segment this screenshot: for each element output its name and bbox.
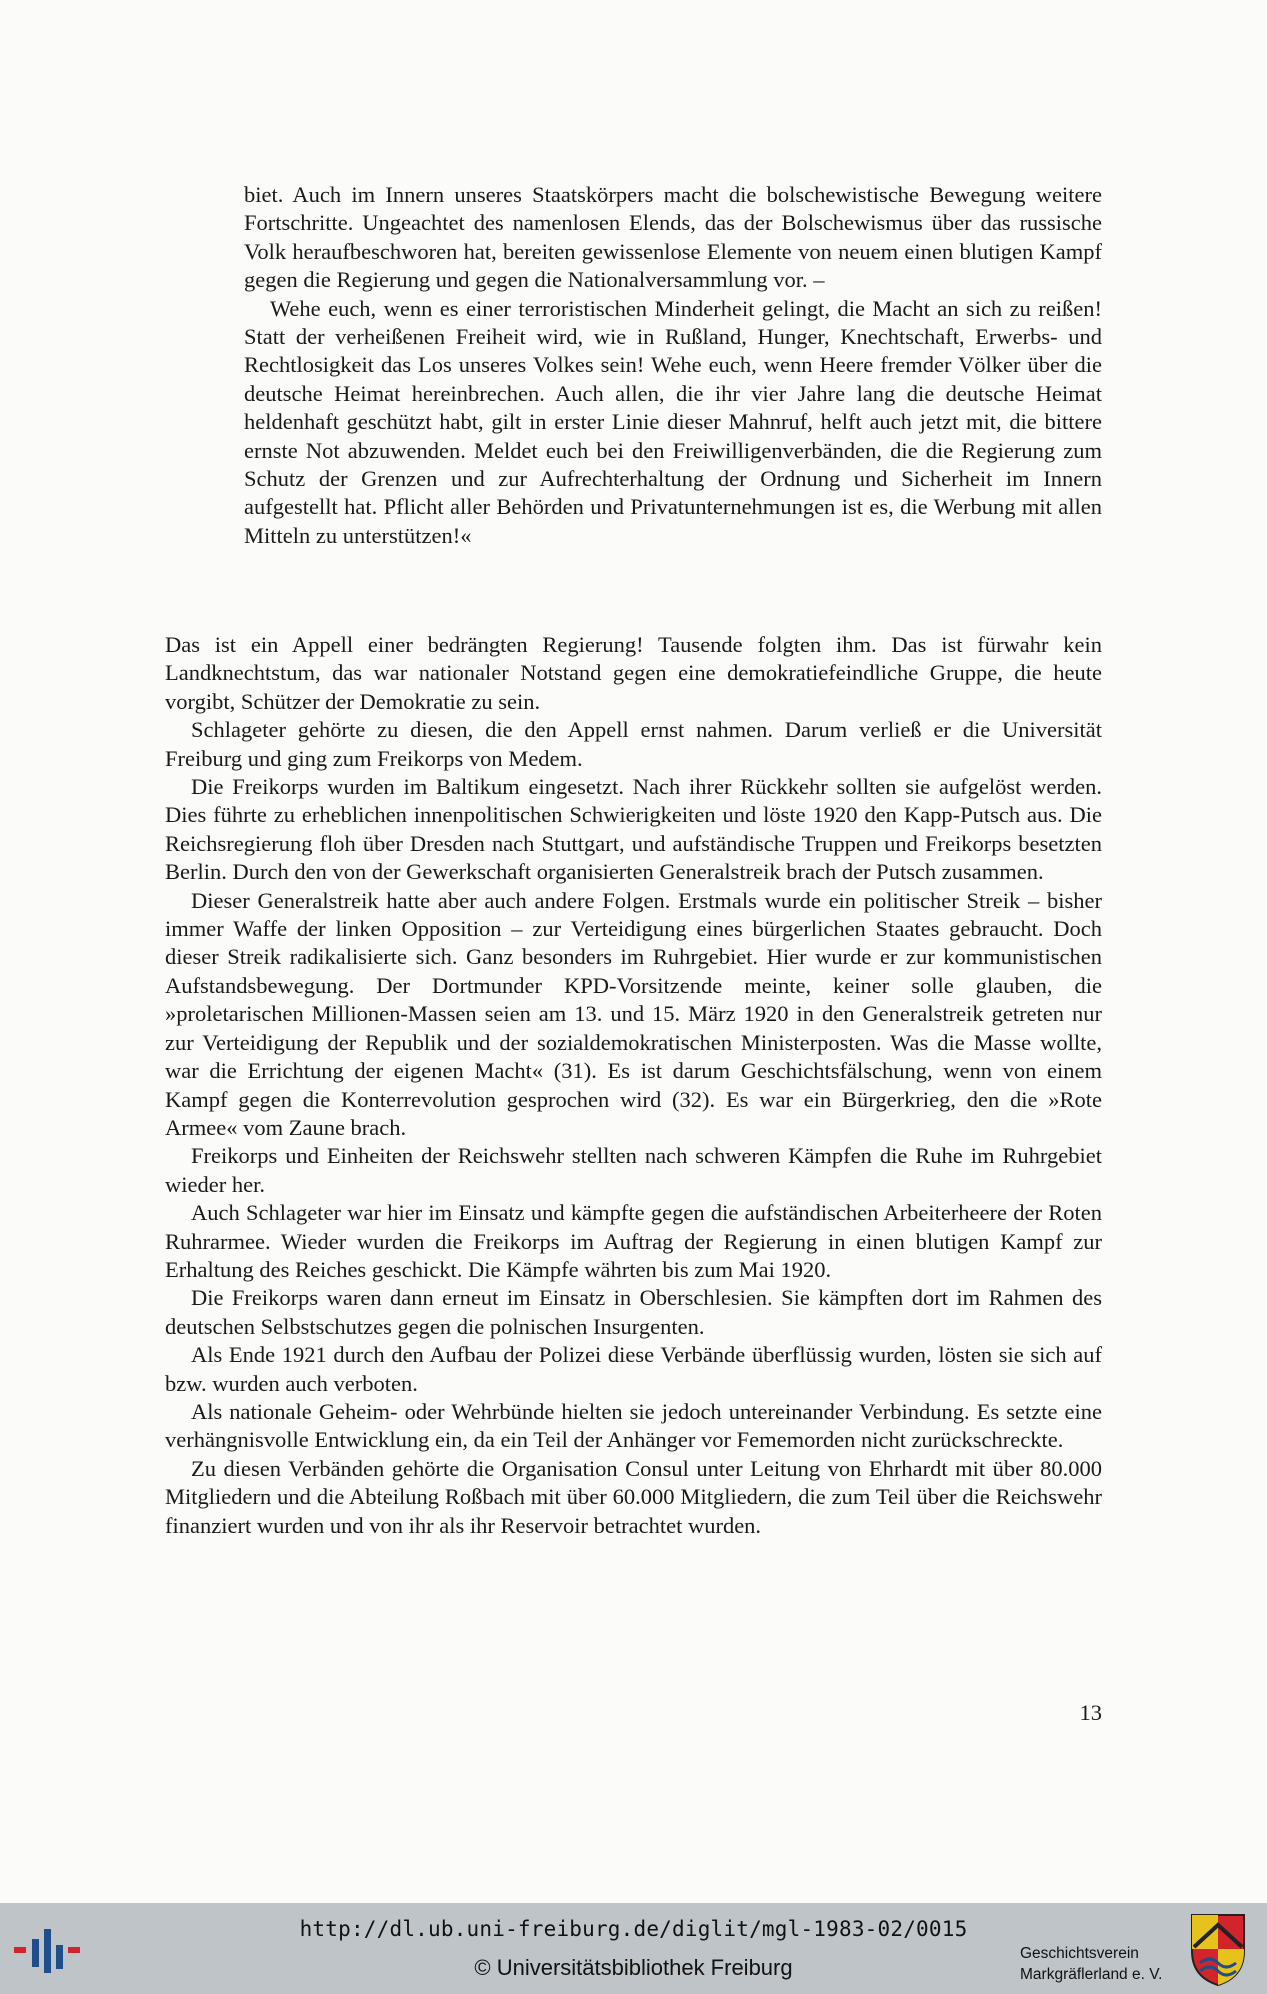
body-paragraph: Als nationale Geheim- oder Wehrbünde hielten sie jedoch untereinander Verbindung. Es setzte eine verhängnisvolle Entwicklung ein, da ein Teil der Anhänger vor Fememorden nicht zurückschreckte.: [165, 1398, 1102, 1453]
body-paragraph: Freikorps und Einheiten der Reichswehr stellten nach schweren Kämpfen die Ruhe im Ruhrgebiet wieder her.: [165, 1143, 1102, 1197]
document-url-link[interactable]: http://dl.ub.uni-freiburg.de/diglit/mgl-1983-02/0015: [299, 1917, 968, 1941]
footer-bar: [0, 1903, 1267, 1994]
coat-of-arms-icon[interactable]: [1188, 1911, 1248, 1987]
body-paragraph: Dieser Generalstreik hatte aber auch andere Folgen. Erstmals wurde ein politischer Streik – bisher immer Waffe der linken Opposition – zur Verteidigung eines bürgerlichen Staates gebraucht. Doch dieser Streik radikalisierte sich. Ganz besonders im Ruhrgebiet. Hier wurde er zur kommunistischen Aufstandsbewegung. Der Dortmunder KPD-Vorsitzende meinte, keiner solle glauben, die »proletarischen Millionen-Massen seien am 13. und 15. März 1920 in den Generalstreik getreten nur zur Verteidigung der Republik und der sozialdemokratischen Ministerposten. Was die Masse wollte, war die Errichtung der eigenen Macht« (31). Es ist darum Geschichtsfälschung, wenn von einem Kampf gegen die Konterrevolution gesprochen wird (32). Es war ein Bürgerkrieg, den die »Rote Armee« vom Zaune brach.: [165, 887, 1102, 1140]
body-paragraph: Die Freikorps wurden im Baltikum eingesetzt. Nach ihrer Rückkehr sollten sie aufgelöst werden. Dies führte zu erheblichen innenpolitischen Schwierigkeiten und löste 1920 den Kapp-Putsch aus. Die Reichsregierung floh über Dresden nach Stuttgart, und aufständische Truppen und Freikorps besetzten Berlin. Durch den von der Gewerkschaft organisierten Generalstreik brach der Putsch zusammen.: [165, 774, 1102, 885]
body-paragraph: Zu diesen Verbänden gehörte die Organisation Consul unter Leitung von Ehrhardt mit über 80.000 Mitgliedern und die Abteilung Roßbach mit über 60.000 Mitgliedern, die zum Teil über die Reichswehr finanziert wurden und von ihr als ihr Reservoir betrachtet wurden.: [165, 1455, 1102, 1538]
body-text: [165, 631, 1102, 1540]
body-paragraph: Das ist ein Appell einer bedrängten Regierung! Tausende folgten ihm. Das ist fürwahr kein Landknechtstum, das war nationaler Notstand gegen eine demokratiefeindliche Gruppe, die heute vorgibt, Schützer der Demokratie zu sein.: [165, 632, 1102, 714]
body-paragraph: Schlageter gehörte zu diesen, die den Appell ernst nahmen. Darum verließ er die Universität Freiburg und ging zum Freikorps von Medem.: [165, 717, 1102, 771]
quote-paragraph: Wehe euch, wenn es einer terroristischen Minderheit gelingt, die Macht an sich zu reißen! Statt der verheißenen Freiheit wird, wie in Rußland, Hunger, Knechtschaft, Erwerbs- und Rechtlosigkeit das Los unseres Volkes sein! Wehe euch, wenn Heere fremder Völker über die deutsche Heimat hereinbrechen. Auch allen, die ihr vier Jahre lang die deutsche Heimat heldenhaft geschützt habt, gilt in erster Linie dieser Mahnruf, helft auch jetzt mit, die bittere ernste Not abzuwenden. Meldet euch bei den Freiwilligenverbänden, die die Regierung zum Schutz der Grenzen und zur Aufrechterhaltung der Ordnung und Sicherheit im Innern aufgestellt hat. Pflicht aller Behörden und Privatunternehmungen ist es, die Werbung mit allen Mitteln zu unterstützen!«: [244, 295, 1102, 548]
society-name: [1020, 1943, 1162, 1985]
body-paragraph: Die Freikorps waren dann erneut im Einsatz in Oberschlesien. Sie kämpften dort im Rahmen des deutschen Selbstschutzes gegen die polnischen Insurgenten.: [165, 1285, 1102, 1339]
body-paragraph: Auch Schlageter war hier im Einsatz und kämpfte gegen die aufständischen Arbeiterheere der Roten Ruhrarmee. Wieder wurden die Freikorps im Auftrag der Regierung in einen blutigen Kampf zur Erhaltung des Reiches geschickt. Die Kämpfe währten bis zum Mai 1920.: [165, 1200, 1102, 1282]
society-name-line: Markgräflerland e. V.: [1020, 1966, 1163, 1983]
society-name-line: Geschichtsverein: [1020, 1945, 1139, 1962]
body-paragraph: Als Ende 1921 durch den Aufbau der Polizei diese Verbände überflüssig wurden, lösten sie sich auf bzw. wurden auch verboten.: [165, 1342, 1102, 1396]
page-number: 13: [1079, 1700, 1102, 1725]
copyright-notice: © Universitätsbibliothek Freiburg: [474, 1955, 793, 1980]
quote-paragraph: biet. Auch im Innern unseres Staatskörpers macht die bolschewistische Bewegung weitere Fortschritte. Ungeachtet des namenlosen Elends, das der Bolschewismus über das russische Volk heraufbeschworen hat, bereiten gewissenlose Elemente von neuem einen blutigen Kampf gegen die Regierung und gegen die Nationalversammlung vor. –: [244, 182, 1102, 293]
quotation-block: [244, 181, 1102, 550]
